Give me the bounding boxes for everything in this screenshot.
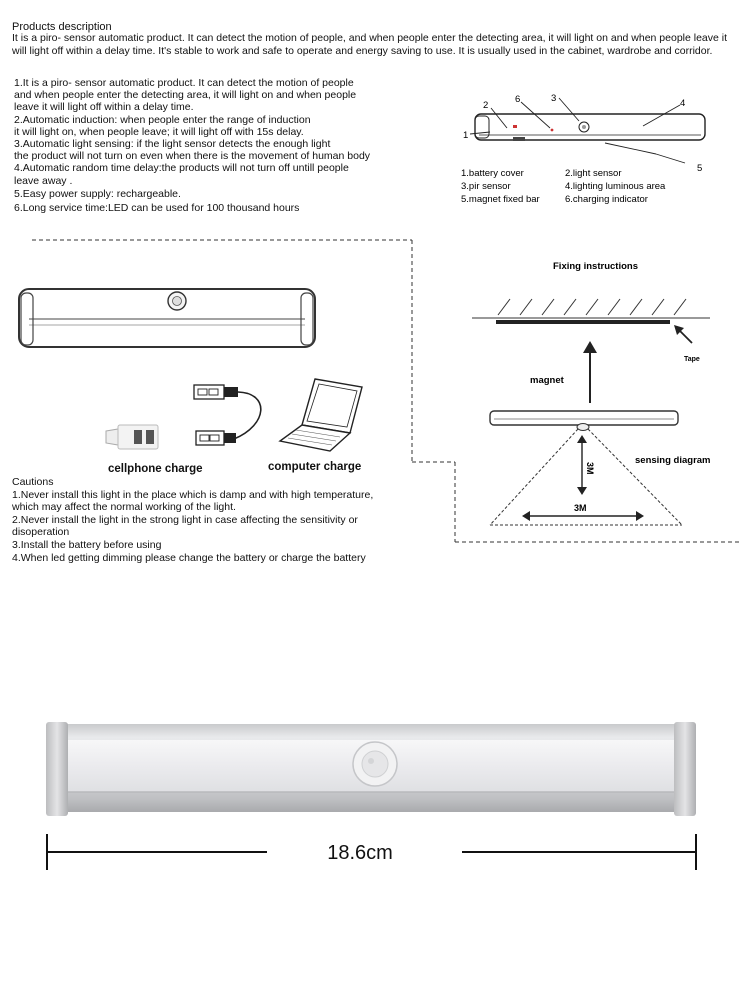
sensing-label: sensing diagram <box>635 455 711 466</box>
fixing-title: Fixing instructions <box>553 261 638 272</box>
callout-3: 3 <box>551 93 557 104</box>
description-title: Products description <box>12 21 112 33</box>
laptop-icon <box>280 379 362 451</box>
cautions-title: Cautions <box>12 476 54 488</box>
feature-item: 6.Long service time:LED can be used for 100 thousand hours <box>14 202 300 215</box>
legend-item: 4.lighting luminous area <box>565 181 666 192</box>
feature-item: 4.Automatic random time delay:the products will not turn off untill people leave away . <box>14 162 349 187</box>
horizontal-range-label: 3M <box>574 503 587 513</box>
usb-plug-icon <box>194 385 238 399</box>
legend-item: 2.light sensor <box>565 168 622 179</box>
tape-label: Tape <box>684 356 700 363</box>
part-diagram <box>455 88 740 223</box>
phone-charge-label: cellphone charge <box>108 463 203 475</box>
callout-5: 5 <box>697 163 703 174</box>
legend-item: 6.charging indicator <box>565 194 648 205</box>
callout-2: 2 <box>483 100 489 111</box>
legend-item: 1.battery cover <box>461 168 524 179</box>
caution-item: 1.Never install this light in the place which is damp and with high temperature, which may affect the normal working of the light. <box>12 488 374 514</box>
computer-charge-label: computer charge <box>268 461 362 473</box>
fixing-diagram <box>460 255 730 535</box>
callout-4: 4 <box>680 98 686 109</box>
light-bar-drawing <box>475 114 705 141</box>
legend-item: 3.pir sensor <box>461 181 511 192</box>
feature-list <box>14 77 444 214</box>
pir-sensor-icon <box>353 742 397 786</box>
callout-6: 6 <box>515 94 521 105</box>
length-label: 18.6cm <box>327 842 393 864</box>
legend-item: 5.magnet fixed bar <box>461 194 540 205</box>
caution-item: 4.When led getting dimming please change the battery or charge the battery <box>12 551 366 564</box>
description-text: It is a piro- sensor automatic product. It can detect the motion of people, and when people enter the detecting area, it will light on and when people leave it will light off within a delay time. It's stable to work and safe to operate and energy saving to use. It is usually used in the cabinet, wardrobe and corridor. <box>12 32 728 57</box>
magnet-label: magnet <box>530 375 564 386</box>
feature-item: 3.Automatic light sensing: if the light sensor detects the enough light the product will not turn on even when there is the movement of human body <box>14 138 371 163</box>
feature-item: 1.It is a piro- sensor automatic product. It can detect the motion of people and when people enter the detecting area, it will light on and when people leave it will light off within a delay time. <box>14 77 357 114</box>
caution-item: 2.Never install the light in the strong light in case affecting the sensitivity or disoperation <box>12 513 358 539</box>
light-bar-outline <box>15 285 320 353</box>
callout-1: 1 <box>463 130 469 141</box>
vertical-range-label: 3M <box>585 462 595 475</box>
phone-charger-icon <box>106 425 158 449</box>
caution-item: 3.Install the battery before using <box>12 538 162 551</box>
feature-item: 2.Automatic induction: when people enter the range of induction it will light on, when people leave; it will light off with 15s delay. <box>14 113 311 138</box>
charging-illustration <box>100 375 390 457</box>
feature-item: 5.Easy power supply: rechargeable. <box>14 187 181 200</box>
cautions-section <box>12 476 442 564</box>
product-photo <box>40 712 705 827</box>
